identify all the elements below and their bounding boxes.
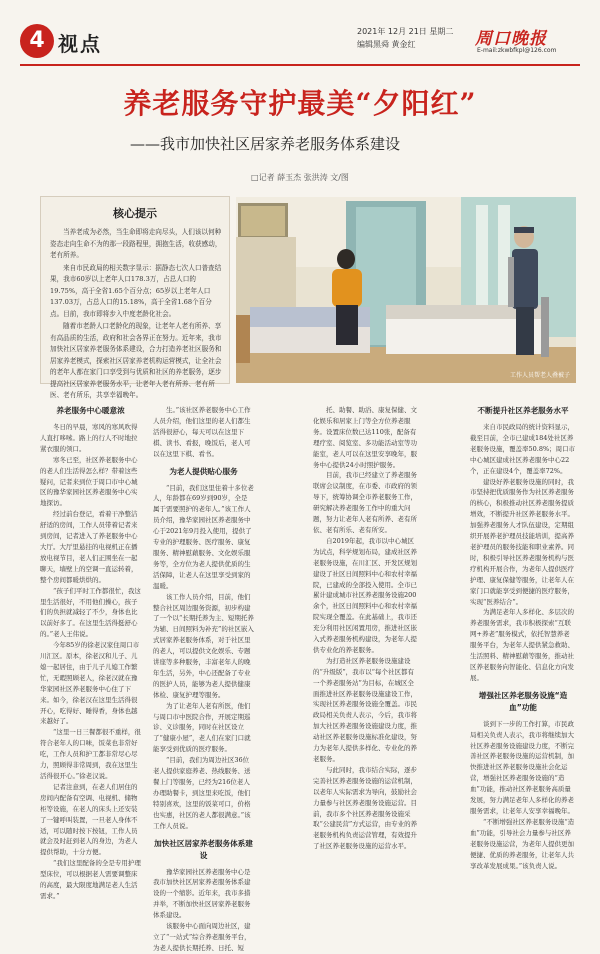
body-paragraph: 目前，我市已经建立了养老服务联席会议制度，在市委、市政府的领导下，统筹协调全市养老服务工作，研究解决养老服务工作中的重大问题，努力让老年人老有所养、老有所依、老有所乐、老有所安。 [313, 471, 417, 534]
article-photo [236, 197, 576, 383]
header-rule [20, 64, 580, 66]
body-paragraph: 为满足老年人多样化、多层次的养老服务需求，我市积极探索“互联网+养老”服务模式，依托智慧养老服务平台，为老年人提供紧急救助、生活照料、精神慰藉等服务，推动社区养老服务向智能化、信息化方向发展。 [470, 608, 574, 682]
subheadline: ——我市加快社区居家养老服务体系建设 [130, 135, 401, 153]
body-paragraph: 记者注意到，在老人们居住的房间内配备有空调、电视机、储物柜等设施，在老人的床头上还安装了一键呼叫装置，一旦老人身体不适，可以随时按下按钮，工作人员就会及时赶到老人的身边，为老人提供帮助，十分方便。 [40, 782, 138, 857]
page-header [0, 0, 600, 62]
byline: □记者 薛玉杰 张洪涛 文/图 [251, 173, 349, 182]
page-number-badge: 4 [20, 24, 54, 58]
body-paragraph: 建设好养老服务设施的同时，我市坚持把优质服务作为社区养老服务的核心，积极推动社区养老服务提质增效，不断提升社区养老服务水平。加强养老服务人才队伍建设，定期组织开展养老护理员技能培训，提高养老护理员的服务技能和职业素养。同时，积极引导社区养老服务机构与医疗机构开展合作，为老年人提供医疗护理、康复保健等服务，让老年人在家门口就能享受到便捷的医疗服务，实现“医养结合”。 [470, 477, 574, 606]
body-paragraph: “不断增强社区养老服务设施“造血”功能，引导社会力量参与社区养老服务设施运营，为老年人提供更加便捷、优质的养老服务，让老年人共享改革发展成果。”该负责人说。 [470, 817, 575, 870]
key-points-paragraph: 随着市老龄人口老龄化的现象，让老年人老有所养、享有高品质的生活，政府和社会各界正在努力。近年来，我市加快社区居家养老服务体系建设，合力打造养老社区服务和居家养老模式，探索社区居家养老机构运营模式，让全社会的老年人都在家门口享受到与优质和社区的养老服务，逐步提高社区居家养老服务水平，让老年人老有所养、老有所医、老有所乐，共享幸福晚年。 [50, 322, 222, 399]
key-points-paragraph: 当养老成为必然，当生命即将走向尽头，人们该以何种姿态走向生命不为的那一段路程里，拥抱生活，收获感动，老有所养。 [50, 228, 222, 259]
body-paragraph: 与此同时，我市结合实际，逐步完善社区养老服务设施的运营机制，以老年人实际需求为导向，鼓励社会力量参与社区养老服务设施运营。目前，我市多个社区养老服务设施采取“公建民营”方式运营，由专业的养老服务机构负责运营管理，有效提升了社区养老服务设施的运营水平。 [313, 765, 418, 851]
body-paragraph: “这里一日三餐都很不重样，很符合老年人的口味，饭菜也非常好吃，工作人员和护工都非常尽心尽力，照顾得非常周到，我在这里生活得很开心。”徐老汉说。 [40, 728, 141, 780]
key-points-title: 核心提示 [113, 207, 157, 220]
body-paragraph: 生。”该社区养老服务中心工作人员介绍，他们这里的老人们都生活得很舒心，每天可以在这里下棋、读书、看报，晚饭后，老人可以在这里下棋、看书。 [153, 406, 251, 458]
editors-line: 编辑黑舜 黄金红 [357, 40, 416, 49]
body-paragraph: 今年85岁的徐老汉家住周口市川汇区。原本，徐老汉和儿子、儿媳一起居住，由于儿子儿媳工作繁忙，无暇照顾老人，徐老汉就在豫华家园社区养老服务中心住了下来。如今，徐老汉在这里生活得很开心，吃得好、睡得香，身体也越来越好了。 [40, 641, 140, 726]
article-column-4 [470, 405, 576, 885]
column-subheading: 为老人提供贴心服务 [169, 466, 238, 476]
body-paragraph: 谈到下一步的工作打算，市民政局相关负责人表示，我市将继续加大社区养老服务设施建设力度，不断完善社区养老服务设施的运营机制，加快推进社区养老服务设施社会化运营，增强社区养老服务设施的“造血”功能，推动社区养老服务高质量发展，努力满足老年人多样化的养老服务需求，让老年人安享幸福晚年。 [470, 719, 574, 815]
column-subheading: 养老服务中心暖意浓 [56, 406, 125, 415]
body-paragraph: 豫华家园社区养老服务中心是我市加快社区居家养老服务体系建设的一个缩影。近年来，我市多措并举，不断加快社区居家养老服务体系建设。 [153, 867, 251, 920]
article-column-1 [40, 405, 141, 900]
column-subheading: 增强社区养老服务设施“造血”功能 [478, 690, 568, 712]
body-paragraph: 自2019年起，我市以中心城区为试点，科学规划布局，建成社区养老服务设施，在川汇区、开发区规划建设了社区日间照料中心和农村幸福院，已建成的全部投入使用。全市已累计建成城市社区养老服务设施200余个，社区日间照料中心和农村幸福院实现全覆盖。在此基础上，我市还充分利用社区闲置用房，推进社区嵌入式养老服务机构建设，为老年人提供专业化的养老服务。 [313, 536, 417, 654]
body-paragraph: “目前，我们为周边社区36位老人提供家庭养老、热线服务、送餐上门等服务，已经为216位老人办理助餐卡，到这里来吃饭，他们特别喜欢，这里的饭菜可口，价格也实惠，社区的老人都很满意。”该工作人员说。 [153, 756, 251, 830]
body-paragraph: 寒冬已至，社区养老服务中心的老人们生活得怎么样？带着这些疑问，记者来到位于周口市中心城区的豫华家园社区养老服务中心实地探访。 [40, 455, 138, 508]
key-points-body [50, 227, 222, 403]
date-line: 2021年 12月 21日 星期二 [357, 27, 454, 36]
header-meta [357, 25, 453, 51]
headline: 养老服务守护最美“夕阳红” [123, 87, 477, 120]
key-points-paragraph: 来自市民政局的相关数字显示：据静态七次人口普查结果，我市60岁以上老年人口178.3万，占总人口的19.75%，高于全省1.65个百分点；65岁以上老年人口137.03万，占总人口的15.18%，高于全省1.68个百分点。目前，我市即将步入中度老龄化社会。 [50, 263, 222, 318]
photo-caption: 工作人员帮老人叠被子 [509, 372, 570, 379]
article-column-2 [153, 405, 254, 952]
newspaper-logo: 周口晚报 [475, 29, 547, 49]
body-paragraph: 为打造社区养老服务设施建设的“升级版”，我市以“每个社区都有一个养老服务站”为目标，在城区全面推进社区养老服务设施建设工作，实现社区养老服务设施全覆盖。市民政局相关负责人表示，今后，我市将加大社区养老服务设施建设力度，推动社区养老服务设施标准化建设，努力为老年人提供多样化、专业化的养老服务。 [313, 656, 417, 763]
body-paragraph: 该工作人员介绍，目前，他们整合社区周边服务资源，初步构建了一个以“长期托养为主、短期托养为辅、日间照料为补充”的社区嵌入式居家养老服务体系，对于社区里的老人，可以提供文化娱乐、专题讲座等多种服务，丰富老年人的晚年生活，另外，中心还配备了专业的医护人员，能够为老人提供健康体检、康复护理等服务。 [153, 592, 254, 699]
body-paragraph: 冬日的早晨，寒风的寒风吹得人直打哆嗦。路上的行人不时地拉紧衣服的领口。 [40, 423, 138, 453]
body-paragraph: “目前，我们这里住着十多位老人，年龄都在69岁到90岁，全是属于需要照护的老年人。”该工作人员介绍，豫华家园社区养老服务中心于2021年9月投入使用，提供了专业的护理服务、医疗服务、康复服务、精神慰藉服务、文化娱乐服务等，全方位为老人提供优质的生活保障，让老人在这里享受到家的温暖。 [153, 483, 254, 590]
column-subheading: 不断提升社区养老服务水平 [477, 406, 569, 415]
photo-illustration [236, 197, 576, 383]
body-paragraph: 托、助餐、助浴、康复保健、文化娱乐和居家上门等全方位养老服务。设置床位数已达110张，配备有理疗室、阅览室、多功能活动室等功能室，老人可以在这里安享晚年，服务中心提供24小时照护服务。 [313, 406, 417, 469]
body-paragraph: 经过前台登记，看着干净整洁舒适的房间，工作人员带着记者来到房间，记者进入了养老服务中心大厅。大厅里悬挂的电视机正在播放电视节目，老人们正围坐在一起聊天，墙壁上的空调一直运转着，整个房间都暖烘烘的。 [40, 510, 138, 584]
body-paragraph: 来自市民政局的统计资料显示，截至目前，全市已建成184处社区养老服务设施，覆盖率50.8%；周口市中心城区建成社区养老服务中心22个，正在建设4个，覆盖率72%。 [470, 423, 576, 475]
body-paragraph: “我们这里配备的全是专用护理型床位，可以根据老人需要调整床的高度，最大限度地满足老人生活需求。” [40, 859, 141, 900]
body-paragraph: “孩子们平时工作都很忙，我这里生活很好，不用他们操心，孩子们的负担就减轻了不少，身体也比以前好多了。在这里生活得挺舒心的。”老人王伟说。 [40, 586, 141, 639]
article-column-3 [313, 405, 418, 885]
column-subheading: 加快社区居家养老服务体系建设 [154, 838, 253, 860]
body-paragraph: 为了让老年人老有所医，他们与周口市中医院合作，开展定期巡诊、义诊服务，同时在社区设立了“健康小屋”，老人们在家门口就能享受到优质的医疗服务。 [153, 701, 251, 754]
key-points-box [40, 196, 230, 399]
email-line: E-mail:zkwbfkpl@126.com [477, 47, 557, 54]
body-paragraph: 该服务中心面向周边社区，建立了“一站式”综合养老服务平台，为老人提供长期托养、日托、短 [153, 922, 251, 952]
section-title: 视点 [58, 32, 102, 56]
